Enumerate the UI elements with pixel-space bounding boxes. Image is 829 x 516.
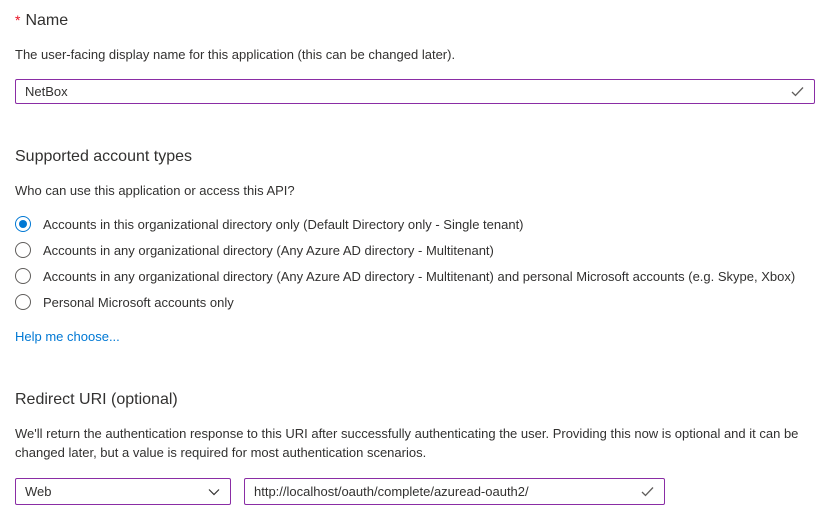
radio-label: Personal Microsoft accounts only [43,294,234,310]
radio-option-multitenant-personal[interactable] [15,263,815,289]
chevron-down-icon [207,485,221,499]
account-types-question: Who can use this application or access this API? [15,183,295,198]
name-section-title [15,10,815,31]
account-types-title: Supported account types [15,148,193,165]
radio-button[interactable] [15,268,31,284]
redirect-uri-description: We'll return the authentication response to this URI after successfully authenticating the user. Providing this now is optional and it can be changed later, but a value is required for most authentication scenarios. [15,426,799,460]
redirect-uri-input-wrapper [244,478,665,505]
name-input[interactable] [25,84,782,99]
radio-option-single-tenant[interactable] [15,211,815,237]
name-title-label: Name [25,12,69,29]
redirect-uri-title: Redirect URI (optional) [15,391,178,408]
radio-button[interactable] [15,294,31,310]
radio-label: Accounts in any organizational directory (Any Azure AD directory - Multitenant) [43,242,494,258]
help-me-choose-link[interactable]: Help me choose... [15,329,120,344]
radio-label: Accounts in any organizational directory (Any Azure AD directory - Multitenant) and personal Microsoft accounts (e.g. Skype, Xbox) [43,268,796,284]
required-asterisk: * [15,12,21,28]
radio-option-multitenant[interactable] [15,237,815,263]
platform-select-value: Web [25,484,52,499]
name-input-wrapper [15,79,815,104]
name-description: The user-facing display name for this application (this can be changed later). [15,47,456,62]
platform-select[interactable] [15,478,231,505]
radio-label: Accounts in this organizational directory only (Default Directory only - Single tenant) [43,216,524,232]
account-types-radio-group [15,211,815,315]
redirect-uri-input[interactable] [254,484,632,499]
valid-checkmark-icon [640,484,655,499]
valid-checkmark-icon [790,84,805,99]
radio-button[interactable] [15,242,31,258]
radio-option-personal-only[interactable] [15,289,815,315]
redirect-uri-controls [15,478,815,505]
radio-button[interactable] [15,216,31,232]
